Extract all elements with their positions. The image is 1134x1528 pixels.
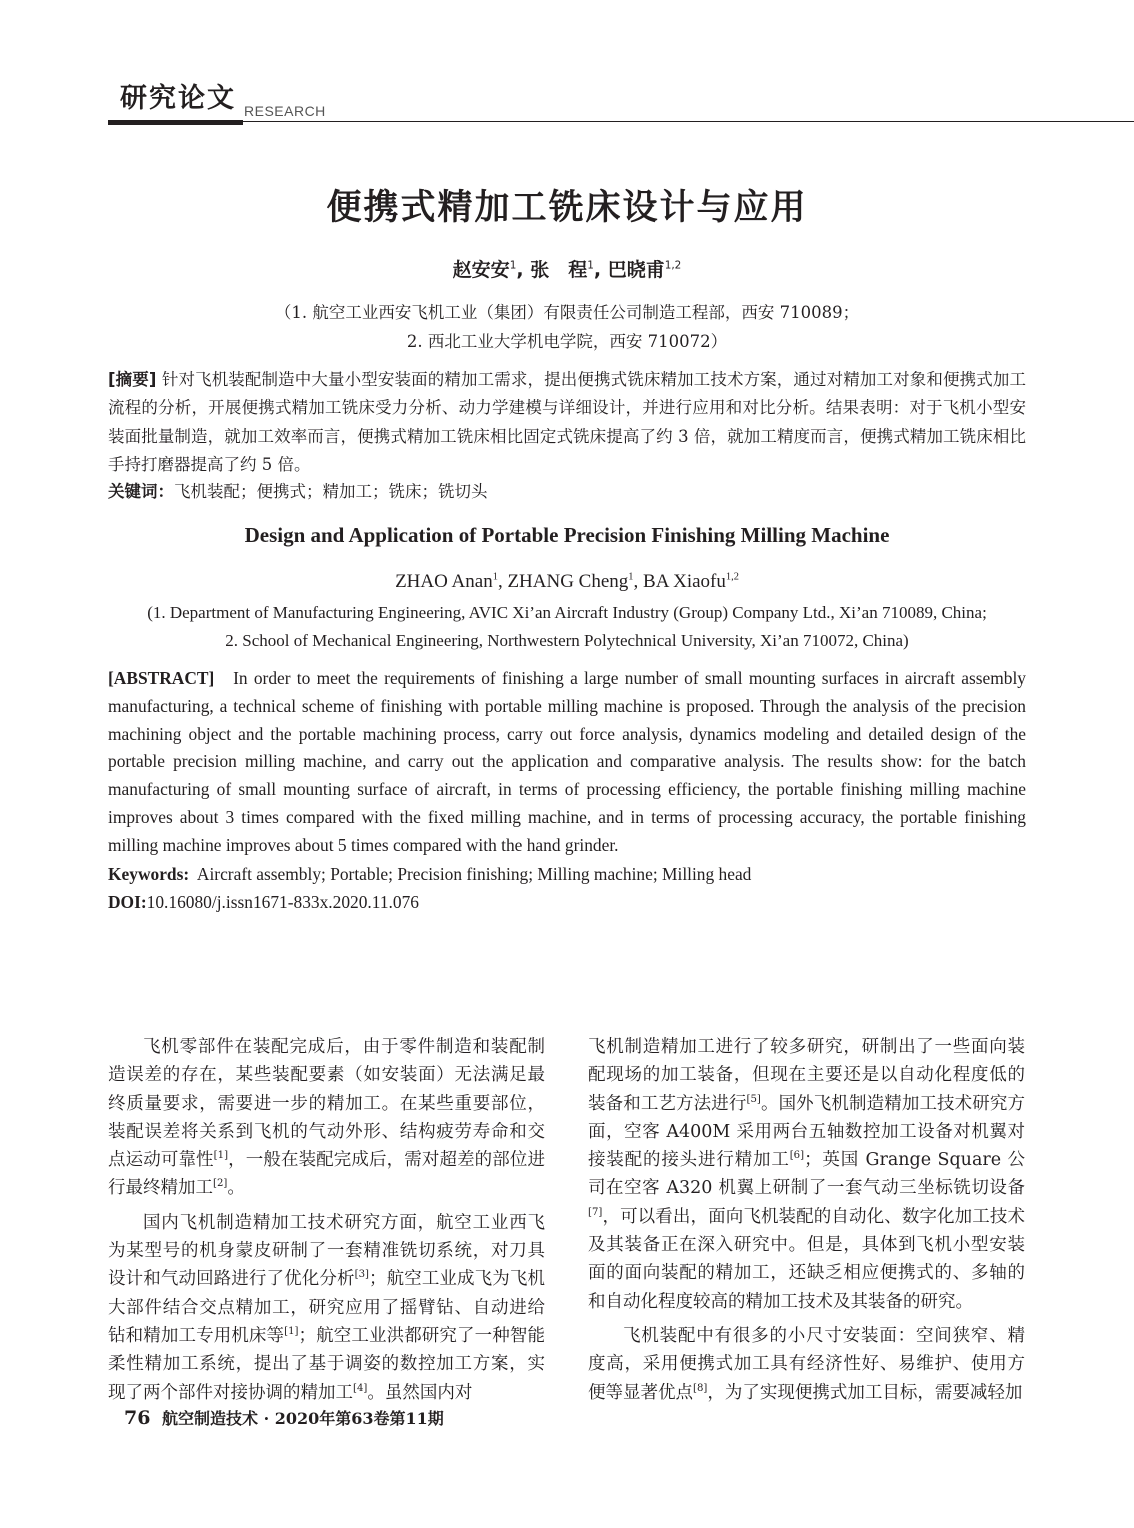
citation: [1] bbox=[213, 1150, 229, 1162]
author-name: 赵安安 bbox=[452, 259, 510, 281]
affiliation-cn-1: （1. 航空工业西安飞机工业（集团）有限责任公司制造工程部，西安 710089； bbox=[274, 303, 860, 322]
body-paragraph: 飞机零部件在装配完成后，由于零件制造和装配制造误差的存在，某些装配要素（如安装面）无法满足最终质量要求，需要进一步的精加工。在某些重要部位，装配误差将关系到飞机的气动外形、结构疲劳寿命和交点运动可靠性[1]，一般在装配完成后，需对超差的部位进行最终精加工[2]。 bbox=[108, 1037, 546, 1199]
author-affiliation: 1 bbox=[628, 571, 634, 583]
affiliation-en-2: 2. School of Mechanical Engineering, Northwestern Polytechnical University, Xi’an 710072, China) bbox=[225, 631, 909, 650]
citation: [7] bbox=[588, 1206, 603, 1218]
paper-title-en: Design and Application of Portable Precision Finishing Milling Machine bbox=[244, 523, 890, 547]
doi-label: DOI: bbox=[108, 892, 147, 912]
abstract-en-label: [ABSTRACT] bbox=[108, 668, 215, 688]
abstract-en-text: In order to meet the requirements of finishing a large number of small mounting surfaces in aircraft assembly manufacturing, a technical scheme of finishing with portable milling machine is proposed. Through the analysis of the precision machining object and the portable machining process, carry out force analysis, dynamics modeling and detailed design of the portable precision milling machine, and carry out the application and comparative analysis. The results show: for the batch manufacturing of small mounting surface of aircraft, in terms of processing efficiency, the portable finishing milling machine improves about 3 times compared with the fixed milling machine, and in terms of processing accuracy, the portable finishing milling machine improves about 5 times compared with the hand grinder. bbox=[108, 668, 1026, 855]
header-rule-thick bbox=[108, 120, 243, 125]
abstract-en bbox=[108, 665, 1026, 860]
authors-cn: 赵安安$^1$, 张 程$^1$, 巴晓甫$^{1,2}$ bbox=[452, 259, 682, 281]
page-number: 76 bbox=[124, 1407, 151, 1429]
citation: [8] bbox=[693, 1382, 708, 1394]
abstract-cn-text: 针对飞机装配制造中大量小型安装面的精加工需求，提出便携式铣床精加工技术方案，通过对精加工对象和便携式加工流程的分析，开展便携式精加工铣床受力分析、动力学建模与详细设计，并进行应用和对比分析。结果表明：对于飞机小型安装面批量制造，就加工效率而言，便携式精加工铣床相比固定式铣床提高了约 3 倍，就加工精度而言，便携式精加工铣床相比手持打磨器提高了约 5 倍。 bbox=[108, 370, 1027, 475]
body-paragraph: 飞机装配中有很多的小尺寸安装面：空间狭窄、精度高，采用便携式加工具有经济性好、易维护、使用方便等显著优点[8]，为了实现便携式加工目标，需要减轻加 bbox=[588, 1325, 1025, 1403]
citation: [6] bbox=[789, 1150, 805, 1162]
author-name: 张 程 bbox=[530, 259, 588, 281]
citation: [1] bbox=[284, 1326, 299, 1338]
affiliation-cn-2: 2. 西北工业大学机电学院，西安 710072） bbox=[406, 332, 728, 351]
author-name: 巴晓甫 bbox=[607, 259, 665, 281]
citation: [2] bbox=[213, 1178, 228, 1190]
keywords-cn-label: 关键词： bbox=[108, 482, 174, 501]
keywords-en-label: Keywords: bbox=[108, 864, 190, 884]
citation: [3] bbox=[354, 1269, 369, 1281]
body-column-right bbox=[588, 1033, 1025, 1407]
page-footer bbox=[124, 1405, 444, 1432]
section-label-en: RESEARCH bbox=[244, 103, 326, 119]
journal-info: 航空制造技术 · 2020年第63卷第11期 bbox=[162, 1409, 444, 1428]
paper-title-cn: 便携式精加工铣床设计与应用 bbox=[326, 188, 808, 228]
body-paragraph: 国内飞机制造精加工技术研究方面，航空工业西飞为某型号的机身蒙皮研制了一套精准铣切系统，对刀具设计和气动回路进行了优化分析[3]；航空工业成飞为飞机大部件结合交点精加工，研究应用了摇臂钻、自动进给钻和精加工专用机床等[1]；航空工业洪都研究了一种智能柔性精加工系统，提出了基于调姿的数控加工方案，实现了两个部件对接协调的精加工[4]。虽然国内对 bbox=[108, 1212, 546, 1403]
author-name: ZHANG Cheng bbox=[507, 571, 629, 592]
keywords-en-text: Aircraft assembly; Portable; Precision finishing; Milling machine; Milling head bbox=[196, 864, 752, 884]
abstract-cn bbox=[108, 366, 1026, 480]
affiliation-en-1: (1. Department of Manufacturing Engineering, AVIC Xi’an Aircraft Industry (Group) Company Ltd., Xi’an 710089, China; bbox=[147, 603, 987, 622]
header-rule-thin bbox=[243, 121, 1134, 122]
keywords-en bbox=[108, 861, 1026, 889]
abstract-cn-label: [摘要] bbox=[108, 370, 157, 389]
keywords-cn-text: 飞机装配；便携式；精加工；铣床；铣切头 bbox=[174, 482, 488, 501]
author-name: ZHAO Anan bbox=[395, 571, 493, 592]
doi bbox=[108, 889, 1026, 917]
author-name: BA Xiaofu bbox=[643, 571, 726, 592]
body-column-left bbox=[108, 1033, 545, 1407]
body-paragraph: 飞机制造精加工进行了较多研究，研制出了一些面向装配现场的加工装备，但现在主要还是以自动化程度低的装备和工艺方法进行[5]。国外飞机制造精加工技术研究方面，空客 A400M 采用两台五轴数控加工设备对机翼对接装配的接头进行精加工[6]；英国 Grange Square 公司在空客 A320 机翼上研制了一套气动三坐标铣切设备[7]，可以看出，面向飞机装配的自动化、数字化加工技术及其装备正在深入研究中。但是，具体到飞机小型安装面的面向装配的精加工，还缺乏相应便携式的、多轴的和自动化程度较高的精加工技术及其装备的研究。 bbox=[588, 1037, 1026, 1312]
author-affiliation: 1 bbox=[509, 259, 517, 272]
author-affiliation: 1,2 bbox=[664, 259, 682, 272]
authors-en: ZHAO Anan$^1$, ZHANG Cheng$^1$, BA Xiaofu$^{1,2}$ bbox=[395, 571, 739, 592]
citation: [5] bbox=[746, 1093, 761, 1105]
keywords-cn bbox=[108, 479, 1026, 505]
author-affiliation: 1 bbox=[587, 259, 594, 272]
doi-text: 10.16080/j.issn1671-833x.2020.11.076 bbox=[146, 892, 419, 912]
section-label: 研究论文 bbox=[120, 83, 236, 114]
citation: [4] bbox=[353, 1382, 368, 1394]
author-affiliation: 1 bbox=[492, 571, 498, 583]
author-affiliation: 1,2 bbox=[725, 571, 739, 583]
